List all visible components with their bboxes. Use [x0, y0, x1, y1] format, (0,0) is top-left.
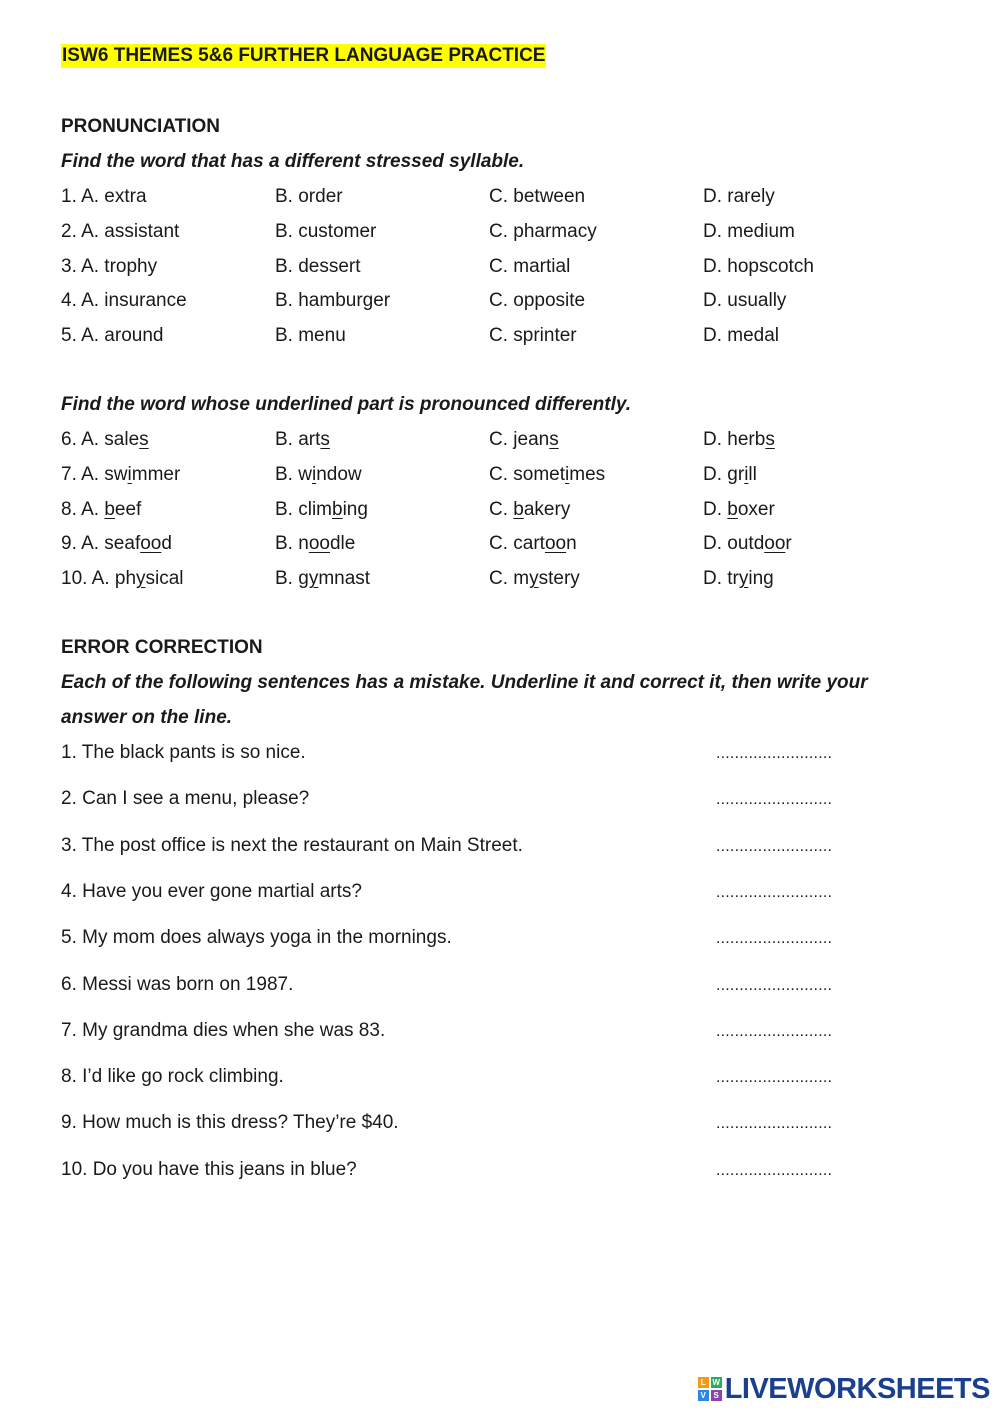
stress-question-row	[61, 325, 941, 351]
answer-option: B. dessert	[275, 255, 361, 277]
answer-option: B. menu	[275, 325, 346, 347]
answer-option: C. bakery	[489, 498, 571, 520]
answer-option: B. order	[275, 186, 343, 207]
answer-option: B. arts	[275, 429, 330, 450]
answer-option: C. jeans	[489, 429, 559, 450]
error-sentence: 9. How much is this dress? They’re $40.	[61, 1112, 399, 1134]
answer-line[interactable]: .........................	[716, 1115, 833, 1133]
underlined-part: b	[104, 498, 115, 520]
liveworksheets-logo	[698, 1373, 990, 1405]
answer-option: D. medium	[703, 220, 795, 242]
stress-instruction: Find the word that has a different stressed syllable.	[61, 151, 525, 172]
answer-option: C. opposite	[489, 290, 586, 312]
error-sentence: 3. The post office is next the restaurant on Main Street.	[61, 834, 523, 856]
stress-question-row	[61, 290, 941, 316]
error-sentence: 10. Do you have this jeans in blue?	[61, 1158, 357, 1180]
underlined-part: y	[738, 568, 749, 590]
logo-icon-square: W	[712, 1378, 720, 1387]
answer-line[interactable]: .........................	[716, 883, 833, 901]
underlined-part: s	[320, 429, 330, 450]
answer-option: C. between	[489, 186, 586, 207]
underlined-part: b	[513, 498, 524, 520]
answer-option: C. pharmacy	[489, 220, 597, 242]
answer-option: C. mystery	[489, 568, 580, 590]
answer-option: 6. A. sales	[61, 429, 149, 450]
error-sentence: 8. I’d like go rock climbing.	[61, 1066, 284, 1088]
error-correction-heading: ERROR CORRECTION	[61, 637, 263, 658]
underlined-part: s	[765, 429, 775, 450]
answer-line[interactable]: .........................	[716, 976, 833, 994]
answer-option: D. grill	[703, 463, 757, 485]
underlined-part: i	[744, 463, 749, 485]
answer-option: B. hamburger	[275, 290, 391, 312]
error-sentence: 7. My grandma dies when she was 83.	[61, 1019, 386, 1041]
underlined-part: i	[565, 463, 570, 485]
answer-option: D. trying	[703, 568, 774, 590]
answer-option: C. sometimes	[489, 463, 606, 485]
logo-icon-square: V	[698, 1390, 709, 1401]
stress-question-row	[61, 221, 941, 247]
underlined-part: y	[308, 568, 319, 590]
answer-option: 2. A. assistant	[61, 220, 180, 242]
underlined-part: i	[127, 463, 132, 485]
underlined-part: oo	[140, 533, 162, 555]
underlined-part: s	[549, 429, 559, 450]
error-sentence: 2. Can I see a menu, please?	[61, 788, 310, 810]
answer-option: 9. A. seafood	[61, 533, 172, 555]
error-instruction-line-2: answer on the line.	[61, 707, 233, 728]
error-sentence: 5. My mom does always yoga in the mornings.	[61, 927, 452, 949]
underlined-part: b	[332, 498, 343, 520]
sound-question-row	[61, 499, 941, 525]
answer-option: 1. A. extra	[61, 186, 147, 207]
worksheet-title: ISW6 THEMES 5&6 FURTHER LANGUAGE PRACTICE	[62, 45, 546, 66]
underlined-part: i	[311, 463, 317, 485]
underlined-part: y	[529, 568, 539, 590]
answer-option: D. outdoor	[703, 533, 792, 555]
answer-option: B. customer	[275, 220, 377, 242]
answer-line[interactable]: .........................	[716, 1161, 833, 1179]
sound-instruction: Find the word whose underlined part is pronounced differently.	[61, 394, 632, 415]
logo-icon-square: L	[698, 1377, 709, 1388]
answer-option: 10. A. physical	[61, 568, 184, 590]
error-sentence: 4. Have you ever gone martial arts?	[61, 880, 362, 902]
answer-line[interactable]: .........................	[716, 837, 833, 855]
underlined-part: oo	[544, 533, 567, 555]
underlined-part: y	[136, 568, 146, 590]
answer-option: D. herbs	[703, 429, 775, 450]
answer-option: 7. A. swimmer	[61, 463, 181, 485]
logo-text: LIVEWORKSHEETS	[724, 1372, 990, 1405]
underlined-part: s	[139, 429, 149, 450]
answer-option: C. sprinter	[489, 325, 577, 347]
error-instruction-line-1: Each of the following sentences has a mistake. Underline it and correct it, then write your	[61, 672, 868, 693]
answer-option: B. noodle	[275, 533, 356, 555]
answer-option: B. window	[275, 463, 362, 485]
answer-option: B. gymnast	[275, 568, 371, 590]
answer-line[interactable]: .........................	[716, 1069, 833, 1087]
answer-option: D. boxer	[703, 498, 775, 520]
answer-line[interactable]: .........................	[716, 930, 833, 948]
answer-option: 8. A. beef	[61, 498, 142, 520]
underlined-part: oo	[764, 533, 786, 555]
answer-option: D. rarely	[703, 186, 775, 207]
sound-question-row	[61, 429, 941, 455]
error-sentence: 6. Messi was born on 1987.	[61, 973, 294, 995]
sound-question-row	[61, 464, 941, 490]
answer-option: D. usually	[703, 290, 787, 312]
answer-option: D. medal	[703, 325, 780, 347]
underlined-part: b	[727, 498, 738, 520]
answer-option: 5. A. around	[61, 325, 164, 347]
error-sentence: 1. The black pants is so nice.	[61, 742, 306, 763]
answer-line[interactable]: .........................	[716, 1022, 833, 1040]
logo-icon-square: S	[711, 1390, 722, 1401]
sound-question-row	[61, 533, 941, 559]
answer-line[interactable]: .........................	[716, 745, 833, 762]
answer-option: D. hopscotch	[703, 255, 814, 277]
answer-option: C. cartoon	[489, 533, 577, 555]
stress-question-row	[61, 186, 941, 212]
stress-question-row	[61, 256, 941, 282]
answer-option: C. martial	[489, 255, 571, 277]
logo-icon	[698, 1377, 722, 1401]
answer-line[interactable]: .........................	[716, 791, 833, 809]
answer-option: 4. A. insurance	[61, 290, 187, 312]
answer-option: B. climbing	[275, 498, 368, 520]
pronunciation-heading: PRONUNCIATION	[61, 116, 221, 137]
underlined-part: oo	[308, 533, 330, 555]
answer-option: 3. A. trophy	[61, 255, 158, 277]
sound-question-row	[61, 568, 941, 594]
